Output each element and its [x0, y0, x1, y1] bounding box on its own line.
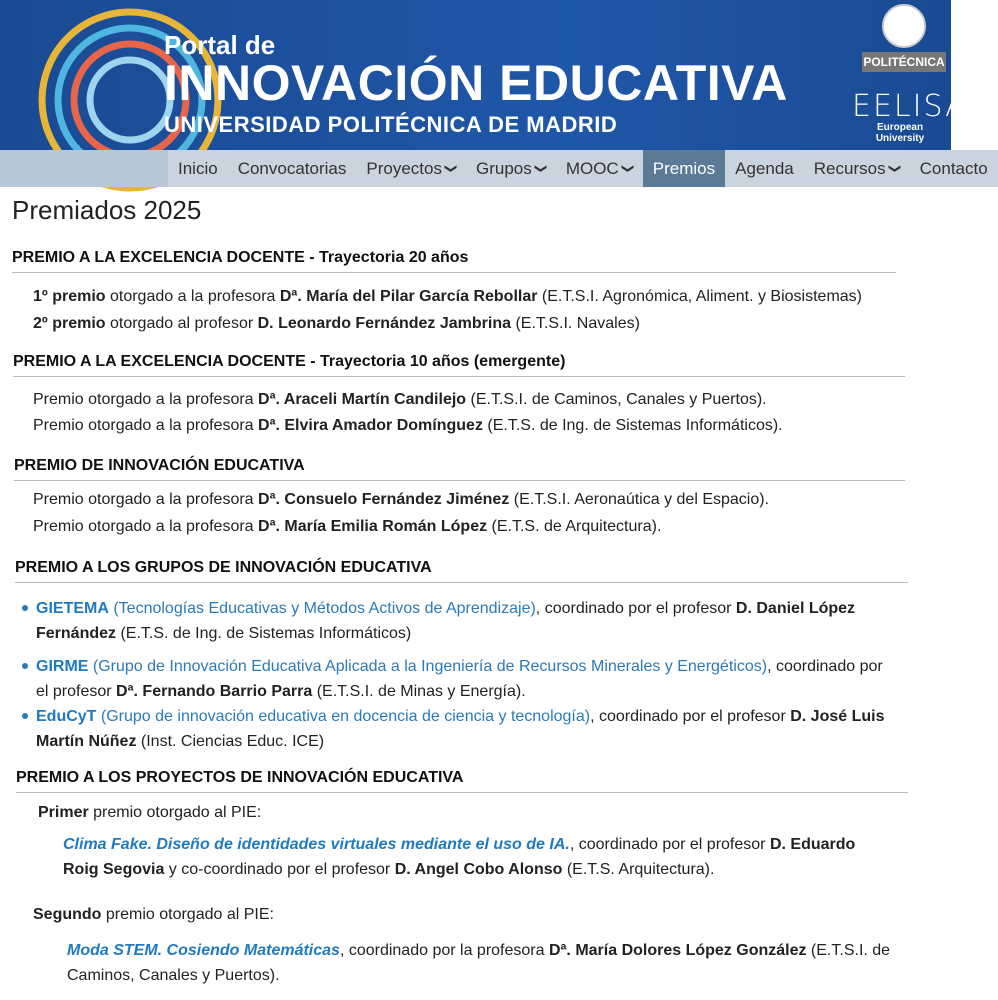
- group-link-educyt-name[interactable]: (Grupo de innovación educativa en docencia de ciencia y tecnología): [96, 708, 591, 725]
- group-link-girme-name[interactable]: (Grupo de Innovación Educativa Aplicada a la Ingeniería de Recursos Minerales y Energéticos): [88, 658, 768, 675]
- award-row: Premio otorgado a la profesora Dª. Consuelo Fernández Jiménez (E.T.S.I. Aeronaútica y del Espacio).: [33, 491, 770, 508]
- section-heading-grupos: PREMIO A LOS GRUPOS DE INNOVACIÓN EDUCATIVA: [15, 559, 908, 583]
- group-link-educyt[interactable]: EduCyT: [36, 708, 97, 725]
- bullet-icon: [22, 713, 28, 719]
- section-heading-excelencia-20: PREMIO A LA EXCELENCIA DOCENTE - Trayectoria 20 años: [12, 249, 896, 273]
- nav-contacto[interactable]: Contacto: [919, 159, 988, 178]
- group-link-girme[interactable]: GIRME: [36, 658, 89, 675]
- list-item: GIRME (Grupo de Innovación Educativa Aplicada a la Ingeniería de Recursos Minerales y Energéticos), coordinado por el profesor Dª. Fernando Barrio Parra (E.T.S.I. de Minas y Energía).: [36, 658, 883, 700]
- award-row: Premio otorgado a la profesora Dª. Araceli Martín Candilejo (E.T.S.I. de Caminos, Canales y Puertos).: [33, 391, 767, 408]
- page-title: Premiados 2025: [12, 195, 202, 225]
- award-row: 2º premio otorgado al profesor D. Leonardo Fernández Jambrina (E.T.S.I. Navales): [33, 315, 640, 332]
- eelisa-logo[interactable]: [852, 89, 968, 144]
- award-row: Premio otorgado a la profesora Dª. Elvira Amador Domínguez (E.T.S. de Ing. de Sistemas Informáticos).: [33, 417, 783, 434]
- chevron-down-icon: ❯: [534, 163, 549, 174]
- group-link-gietema-name[interactable]: (Tecnologías Educativas y Métodos Activos de Aprendizaje): [108, 600, 536, 617]
- award-row: Segundo premio otorgado al PIE:: [33, 906, 274, 923]
- section-heading-innovacion: PREMIO DE INNOVACIÓN EDUCATIVA: [14, 457, 905, 481]
- chevron-down-icon: ❯: [621, 163, 636, 174]
- header-banner: [0, 0, 968, 150]
- project-link-clima-fake[interactable]: Clima Fake. Diseño de identidades virtuales mediante el uso de IA.: [63, 836, 570, 853]
- award-row: Primer premio otorgado al PIE:: [38, 804, 262, 821]
- nav-recursos[interactable]: Recursos ❯: [804, 150, 910, 187]
- list-item: EduCyT (Grupo de innovación educativa en docencia de ciencia y tecnología), coordinado por el profesor D. José Luis Martín Núñez (Inst. Ciencias Educ. ICE): [36, 708, 885, 750]
- upm-seal-icon: [882, 4, 926, 48]
- award-row: Premio otorgado a la profesora Dª. María Emilia Román López (E.T.S. de Arquitectura).: [33, 518, 662, 535]
- list-item: GIETEMA (Tecnologías Educativas y Métodos Activos de Aprendizaje), coordinado por el profesor D. Daniel López Fernández (E.T.S. de Ing. de Sistemas Informáticos): [36, 600, 856, 642]
- chevron-down-icon: ❯: [444, 163, 459, 174]
- main-nav: [0, 150, 988, 187]
- banner-line1: Portal de: [164, 30, 276, 60]
- portal-logo-arcs: [0, 0, 170, 150]
- nav-proyectos[interactable]: Proyectos ❯: [356, 150, 466, 187]
- bullet-icon: [22, 663, 28, 669]
- eelisa-label: European University: [875, 122, 925, 144]
- award-row: 1º premio otorgado a la profesora Dª. María del Pilar García Rebollar (E.T.S.I. Agronómica, Aliment. y Biosistemas): [33, 288, 863, 305]
- eelisa-logo-text: EELISA: [852, 89, 968, 124]
- nav-inicio[interactable]: Inicio: [178, 159, 218, 178]
- group-link-gietema[interactable]: GIETEMA: [36, 600, 109, 617]
- banner-subtitle: UNIVERSIDAD POLITÉCNICA DE MADRID: [164, 112, 618, 137]
- nav-premios[interactable]: Premios: [643, 150, 725, 187]
- upm-logo[interactable]: [862, 4, 946, 72]
- nav-grupos[interactable]: Grupos ❯: [466, 150, 556, 187]
- section-heading-excelencia-10: PREMIO A LA EXCELENCIA DOCENTE - Trayectoria 10 años (emergente): [13, 353, 905, 377]
- project-link-moda-stem[interactable]: Moda STEM. Cosiendo Matemáticas: [67, 942, 340, 959]
- project-item: Clima Fake. Diseño de identidades virtuales mediante el uso de IA., coordinado por el profesor D. Eduardo Roig Segovia y co-coordinado por el profesor D. Angel Cobo Alonso (E.T.S. Arquitectura).: [63, 836, 856, 878]
- nav-agenda[interactable]: Agenda: [735, 159, 794, 178]
- banner-title: INNOVACIÓN EDUCATIVA: [164, 55, 788, 111]
- section-heading-proyectos: PREMIO A LOS PROYECTOS DE INNOVACIÓN EDUCATIVA: [16, 769, 908, 793]
- nav-convocatorias[interactable]: Convocatorias: [237, 159, 347, 178]
- nav-mooc[interactable]: MOOC ❯: [556, 150, 643, 187]
- chevron-down-icon: ❯: [888, 163, 903, 174]
- bullet-icon: [22, 605, 28, 611]
- upm-label: POLITÉCNICA: [862, 52, 946, 72]
- project-item: Moda STEM. Cosiendo Matemáticas, coordinado por la profesora Dª. María Dolores López González (E.T.S.I. de Caminos, Canales y Puertos).: [67, 942, 891, 984]
